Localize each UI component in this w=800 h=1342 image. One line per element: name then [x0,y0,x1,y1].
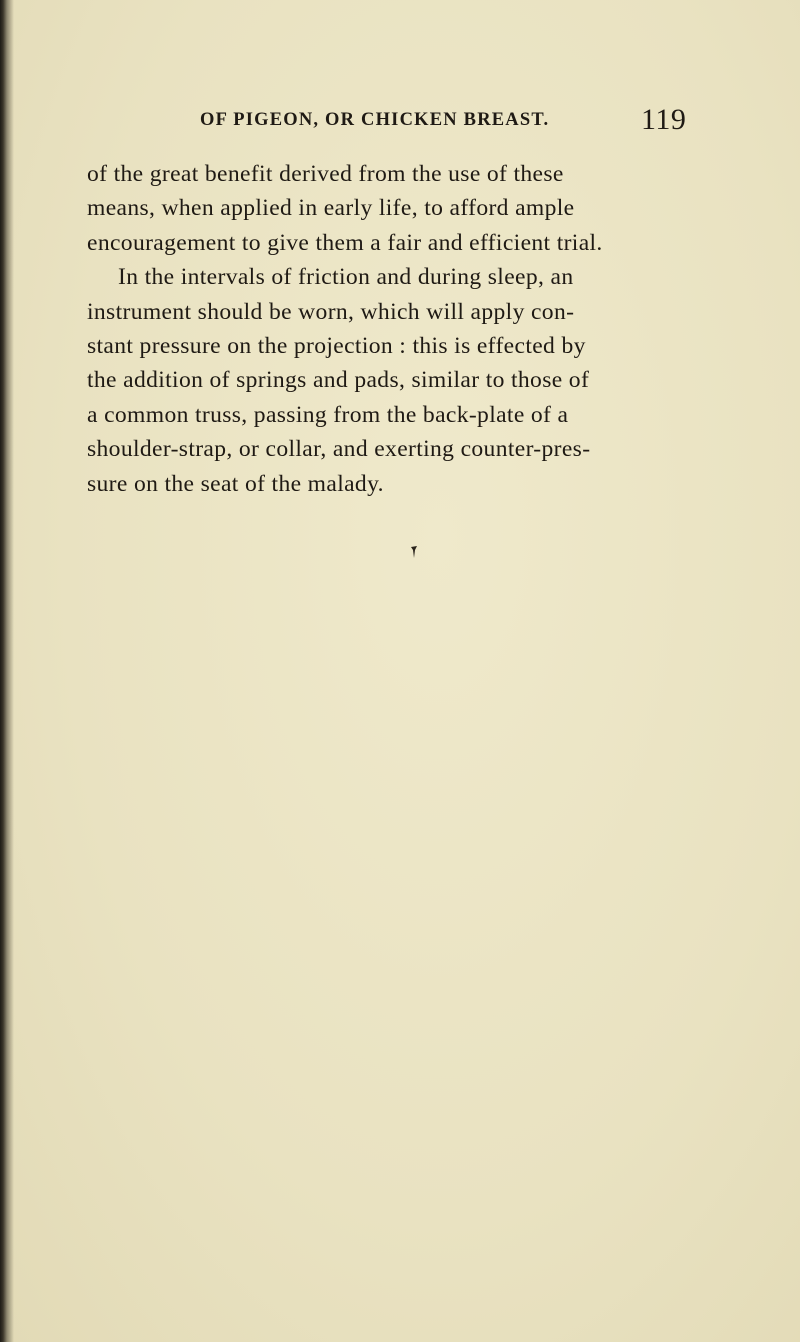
running-head-title: OF PIGEON, OR CHICKEN BREAST. [200,110,550,130]
body-paragraph [87,157,693,501]
text-line: a common truss, passing from the back-plate of a [87,401,569,428]
text-line: sure on the seat of the malady. [87,470,384,497]
running-head [82,103,687,137]
text-line: instrument should be worn, which will apply con- [87,298,575,325]
text-line: In the intervals of friction and during sleep, an [118,264,574,291]
ink-speck [411,546,417,558]
text-line: the addition of springs and pads, similar to those of [87,367,590,394]
text-line: encouragement to give them a fair and efficient trial. [87,229,603,256]
text-line: stant pressure on the projection : this is effected by [87,333,586,360]
binding-shadow [0,0,14,1342]
text-line: means, when applied in early life, to afford ample [87,195,575,222]
text-line: of the great benefit derived from the use of these [87,161,564,187]
text-line: shoulder-strap, or collar, and exerting counter-pres- [87,436,591,463]
page-number: 119 [641,103,687,136]
